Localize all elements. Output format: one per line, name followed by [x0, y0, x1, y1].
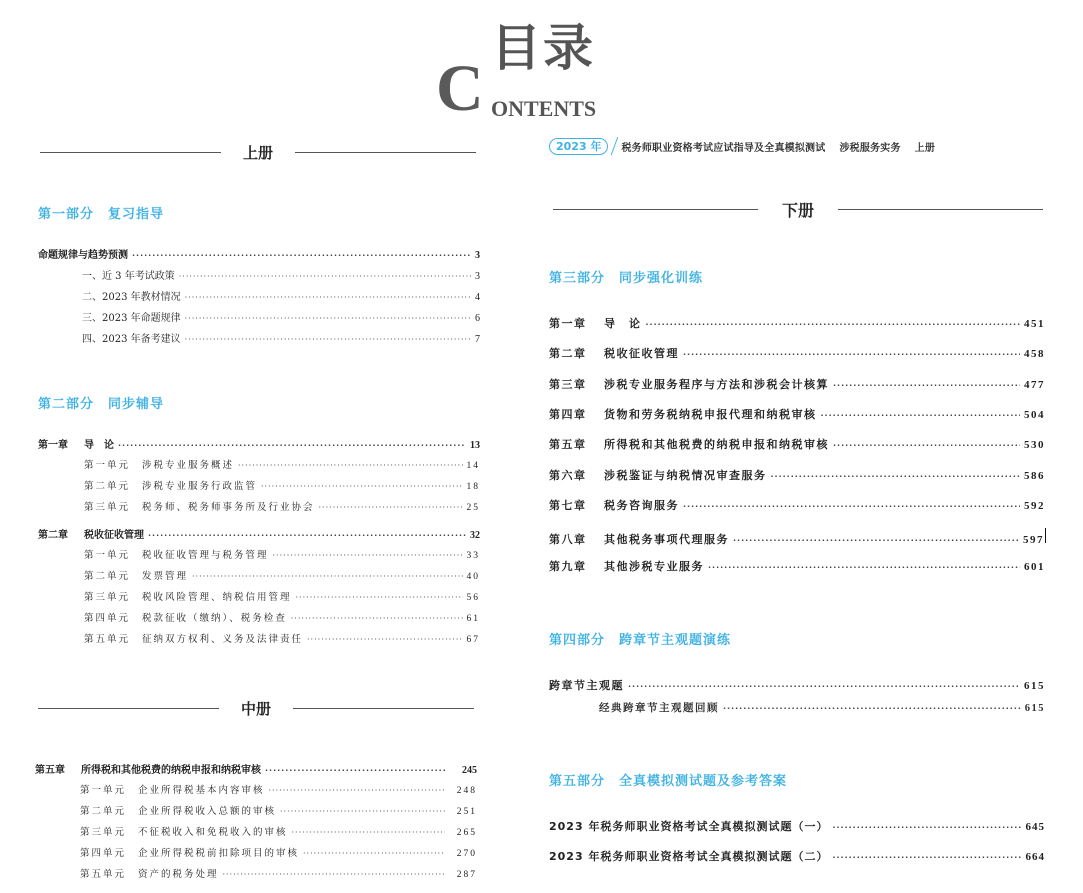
toc-entry[interactable]: [82, 330, 480, 346]
leader-dots: [723, 704, 1021, 713]
unit-number: 第五单元: [84, 634, 131, 645]
leader-dots: [832, 853, 1021, 862]
chapter-title: 导 论: [604, 317, 642, 330]
chapter-title: 涉税鉴证与纳税情况审查服务: [604, 469, 767, 482]
toc-chapter[interactable]: [549, 467, 1045, 483]
page-number: 597: [1023, 534, 1044, 546]
leader-dots: [771, 472, 1021, 481]
page-number: 615: [1024, 680, 1045, 692]
toc-unit[interactable]: [84, 499, 480, 515]
toc-chapter[interactable]: [549, 345, 1045, 361]
toc-entry[interactable]: [82, 267, 480, 283]
running-header: [549, 137, 935, 155]
chapter-title: 其他涉税专业服务: [604, 560, 704, 573]
part-number: 第三部分: [549, 271, 606, 286]
page-number: 530: [1024, 439, 1045, 451]
part-number: 第四部分: [549, 633, 606, 648]
toc-entry-title: 2023 年税务师职业资格考试全真模拟测试题（二）: [549, 850, 829, 863]
unit-title: 企业所得税收入总额的审核: [138, 806, 277, 817]
page-number: 251: [456, 807, 477, 817]
volume-label: 中册: [241, 699, 272, 718]
page-number: 245: [462, 765, 477, 776]
divider-line: [40, 152, 221, 153]
chapter-number: 第七章: [549, 499, 587, 512]
page-number: 61: [466, 614, 480, 624]
toc-entry-title: 三、2023 年命题规律: [82, 313, 181, 324]
leader-dots: [303, 849, 445, 858]
chapter-number: 第九章: [549, 560, 587, 573]
part-title: 跨章节主观题演练: [619, 633, 732, 648]
unit-title: 征纳双方权利、义务及法律责任: [142, 634, 304, 645]
page-number: 56: [466, 593, 480, 603]
chapter-number: 第四章: [549, 408, 587, 421]
chapter-number: 第五章: [35, 765, 65, 776]
part-number: 第二部分: [38, 397, 95, 412]
toc-chapter[interactable]: [549, 315, 1045, 331]
year-badge: 2023 年: [549, 138, 608, 155]
toc-unit[interactable]: [80, 803, 477, 819]
leader-dots: [273, 551, 463, 560]
leader-dots: [683, 502, 1020, 511]
toc-entry[interactable]: [82, 288, 480, 304]
part-heading-4: [549, 629, 731, 648]
leader-dots: [269, 786, 445, 795]
toc-entry-title: 跨章节主观题: [549, 679, 624, 692]
volume-divider-lower: [553, 197, 1043, 221]
leader-dots: [821, 411, 1021, 420]
toc-chapter[interactable]: [549, 436, 1045, 452]
leader-dots: [192, 572, 462, 581]
leader-dots: [296, 593, 463, 602]
toc-entry[interactable]: [38, 246, 480, 262]
unit-title: 资产的税务处理: [138, 869, 219, 880]
toc-entry-title: 二、2023 年教材情况: [82, 292, 181, 303]
chapter-title: 所得税和其他税费的纳税申报和纳税审核: [81, 765, 261, 776]
toc-unit[interactable]: [80, 845, 477, 861]
leader-dots: [179, 272, 471, 281]
chapter-number: 第二章: [38, 530, 68, 541]
chapter-title: 其他税务事项代理服务: [604, 533, 729, 546]
toc-unit[interactable]: [84, 547, 480, 563]
page-number: 458: [1024, 348, 1045, 360]
volume-label: 上册: [243, 143, 274, 162]
unit-number: 第四单元: [80, 848, 127, 859]
toc-entry-title: 四、2023 年备考建议: [82, 334, 181, 345]
toc-unit[interactable]: [84, 568, 480, 584]
toc-chapter[interactable]: [35, 761, 477, 777]
chapter-title: 货物和劳务税纳税申报代理和纳税审核: [604, 408, 817, 421]
toc-entry[interactable]: [82, 309, 480, 325]
toc-entry[interactable]: [549, 677, 1045, 693]
leader-dots: [708, 563, 1020, 572]
page-number: 67: [466, 635, 480, 645]
volume-divider-middle: [38, 696, 474, 720]
unit-number: 第一单元: [84, 550, 131, 561]
leader-dots: [319, 503, 463, 512]
chapter-number: 第三章: [549, 378, 587, 391]
leader-dots: [148, 531, 466, 540]
unit-title: 税款征收（缴纳）、税务检查: [142, 613, 287, 624]
toc-unit[interactable]: [84, 631, 480, 647]
toc-unit[interactable]: [80, 782, 477, 798]
leader-dots: [280, 807, 445, 816]
divider-line: [838, 209, 1043, 210]
book-subject: 涉税服务实务: [839, 142, 901, 154]
page-number: 4: [475, 292, 480, 303]
unit-title: 涉税专业服务概述: [142, 460, 235, 471]
part-heading-2: [38, 393, 164, 412]
toc-unit[interactable]: [84, 478, 480, 494]
chapter-number: 第八章: [549, 533, 587, 546]
unit-title: 税收征收管理与税务管理: [142, 550, 269, 561]
toc-entry-title: 命题规律与趋势预测: [38, 250, 128, 261]
unit-number: 第二单元: [84, 571, 131, 582]
chapter-title: 税收征收管理: [84, 530, 144, 541]
chapter-title: 所得税和其他税费的纳税申报和纳税审核: [604, 438, 829, 451]
leader-dots: [265, 766, 445, 775]
page-number: 3: [475, 250, 480, 261]
leader-dots: [628, 682, 1020, 691]
page-number: 645: [1025, 821, 1045, 833]
chapter-number: 第六章: [549, 469, 587, 482]
page-number: 504: [1024, 409, 1045, 421]
page-number: 451: [1024, 318, 1045, 330]
unit-title: 企业所得税基本内容审核: [138, 785, 265, 796]
toc-unit[interactable]: [84, 457, 480, 473]
page-number: 592: [1024, 500, 1045, 512]
unit-title: 不征税收入和免税收入的审核: [138, 827, 288, 838]
unit-number: 第一单元: [80, 785, 127, 796]
page-number: 601: [1024, 561, 1045, 573]
page-number: 248: [456, 786, 477, 796]
unit-number: 第三单元: [84, 592, 131, 603]
leader-dots: [833, 381, 1020, 390]
chapter-number: 第一章: [38, 440, 68, 451]
page-number: 664: [1025, 851, 1045, 863]
chapter-number: 第五章: [549, 438, 587, 451]
part-number: 第一部分: [38, 207, 95, 222]
leader-dots: [833, 441, 1020, 450]
toc-entry-title: 一、近 3 年考试政策: [82, 271, 175, 282]
unit-title: 税务师、税务师事务所及行业协会: [142, 502, 315, 513]
divider-line: [293, 708, 474, 709]
leader-dots: [291, 614, 463, 623]
toc-chapter[interactable]: [549, 558, 1045, 574]
title-contents: ONTENTS: [491, 96, 597, 121]
toc-chapter[interactable]: [38, 436, 480, 452]
page-number: 18: [466, 482, 480, 492]
toc-entry-title: 2023 年税务师职业资格考试全真模拟测试题（一）: [549, 820, 829, 833]
leader-dots: [832, 823, 1021, 832]
toc-unit[interactable]: [80, 824, 477, 840]
toc-entry[interactable]: [599, 700, 1045, 716]
chapter-title: 税收征收管理: [604, 347, 679, 360]
page-number: 270: [456, 849, 477, 859]
page-number: 25: [466, 503, 480, 513]
page-number: 265: [456, 828, 477, 838]
leader-dots: [292, 828, 445, 837]
toc-entry[interactable]: [549, 818, 1045, 834]
leader-dots: [646, 320, 1021, 329]
toc-unit[interactable]: [84, 610, 480, 626]
page-number: 3: [475, 271, 480, 282]
chapter-title: 涉税专业服务程序与方法和涉税会计核算: [604, 378, 829, 391]
book-volume: 上册: [914, 142, 936, 154]
unit-number: 第二单元: [84, 481, 131, 492]
leader-dots: [733, 536, 1019, 545]
unit-title: 涉税专业服务行政监管: [142, 481, 258, 492]
leader-dots: [132, 251, 471, 260]
part-heading-1: [38, 203, 164, 222]
chapter-title: 导 论: [84, 440, 114, 451]
page-number: 7: [475, 334, 480, 345]
page-number: 33: [466, 551, 480, 561]
title-chinese: 目录: [491, 18, 595, 77]
toc-entry[interactable]: [549, 848, 1045, 864]
unit-number: 第四单元: [84, 613, 131, 624]
unit-number: 第二单元: [80, 806, 127, 817]
unit-title: 税收风险管理、纳税信用管理: [142, 592, 292, 603]
page-number: 287: [456, 870, 477, 880]
toc-unit[interactable]: [84, 589, 480, 605]
page-number: 6: [475, 313, 480, 324]
part-heading-3: [549, 267, 703, 286]
leader-dots: [307, 635, 462, 644]
toc-chapter[interactable]: [38, 526, 480, 542]
page-number: 615: [1024, 703, 1045, 714]
page-number: 40: [466, 572, 480, 582]
leader-dots: [238, 461, 462, 470]
book-title: 税务师职业资格考试应试指导及全真模拟测试: [621, 142, 826, 154]
toc-unit[interactable]: [80, 866, 477, 882]
volume-divider-upper: [40, 140, 476, 164]
page-number: 586: [1024, 470, 1045, 482]
toc-chapter[interactable]: [549, 406, 1045, 422]
leader-dots: [223, 870, 445, 879]
part-heading-5: [549, 770, 787, 789]
unit-title: 企业所得税税前扣除项目的审核: [138, 848, 300, 859]
title-big-c: C: [436, 52, 484, 125]
leader-dots: [261, 482, 462, 491]
volume-label: 下册: [782, 200, 815, 220]
page-number: 32: [470, 530, 480, 541]
unit-number: 第三单元: [80, 827, 127, 838]
leader-dots: [185, 314, 471, 323]
page-number: 13: [470, 440, 480, 451]
text-cursor: [1045, 528, 1046, 543]
chapter-title: 税务咨询服务: [604, 499, 679, 512]
divider-line: [553, 209, 758, 210]
unit-number: 第一单元: [84, 460, 131, 471]
leader-dots: [683, 350, 1020, 359]
divider-line: [38, 708, 219, 709]
unit-number: 第三单元: [84, 502, 131, 513]
toc-chapter[interactable]: [549, 528, 1046, 544]
unit-title: 发票管理: [142, 571, 189, 582]
page-number: 477: [1024, 379, 1045, 391]
slash-decoration: [604, 137, 619, 155]
toc-entry-title: 经典跨章节主观题回顾: [599, 702, 719, 714]
contents-title-logo: [436, 18, 606, 125]
part-title: 复习指导: [108, 207, 165, 222]
leader-dots: [118, 441, 466, 450]
chapter-number: 第二章: [549, 347, 587, 360]
part-title: 全真模拟测试题及参考答案: [619, 774, 788, 789]
toc-chapter[interactable]: [549, 376, 1045, 392]
leader-dots: [185, 293, 471, 302]
part-number: 第五部分: [549, 774, 606, 789]
toc-chapter[interactable]: [549, 497, 1045, 513]
page-number: 14: [466, 461, 480, 471]
chapter-number: 第一章: [549, 317, 587, 330]
part-title: 同步强化训练: [619, 271, 704, 286]
unit-number: 第五单元: [80, 869, 127, 880]
divider-line: [295, 152, 476, 153]
part-title: 同步辅导: [108, 397, 165, 412]
leader-dots: [185, 335, 471, 344]
